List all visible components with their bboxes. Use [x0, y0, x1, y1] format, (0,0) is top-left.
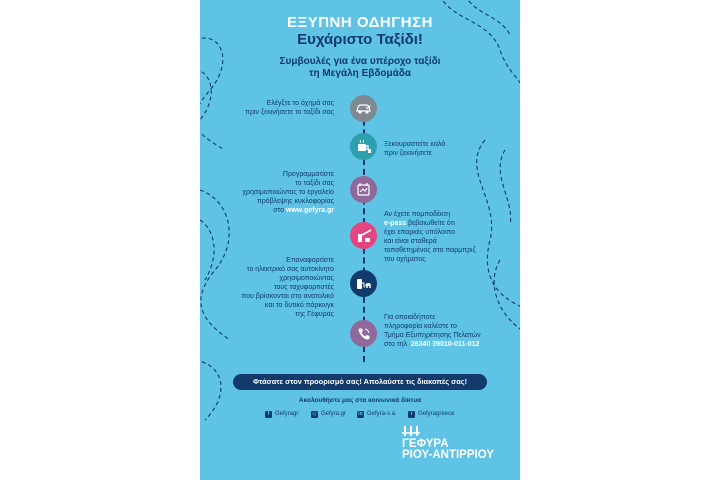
social-instagram[interactable]: ◎ Gefyra.gr [312, 410, 347, 417]
follow-text: Ακολουθήστε μας στα κοινωνικά δίκτυα [298, 397, 422, 404]
social-facebook[interactable]: f Gefyragr [265, 409, 298, 419]
ev-charging-icon [350, 270, 377, 297]
epass-toll-icon [350, 222, 377, 249]
facebook-icon: f [265, 411, 272, 418]
tip-plan-trip: Προγραμματίστε το ταξίδι σας χρησιμοποιώντας το εργαλείο πρόβλεψης κυκλοφορίας στο www.gefyra.gr [242, 171, 334, 214]
phone-number[interactable]: 26340 39010-011-012 [410, 341, 480, 348]
destination-banner: Φτάσατε στον προορισμό σας! Απολαύστε τις διακοπές σας! [233, 374, 487, 390]
twitter-icon: t [408, 411, 415, 418]
social-linkedin[interactable]: in Gefyra-s.a. [358, 410, 397, 417]
route-planner-icon [350, 176, 377, 203]
tip-epass: Αν έχετε πομποδέκτη e-pass βεβαιωθείτε ότι έχει επαρκές υπόλοιπο και είναι σταθερά τοποθετημένος στο παρμπριζ του οχήματος [384, 211, 476, 263]
tip-check-vehicle: Ελέγξτε το όχημά σας πριν ξεκινήσετε το ταξίδι σας [245, 100, 334, 116]
linkedin-icon: in [358, 410, 363, 417]
bridge-logo-icon [402, 426, 420, 436]
tip-rest: Ξεκουραστείτε καλά πριν ξεκινήσετε [384, 141, 446, 157]
tagline: Συμβουλές για ένα υπέροχο ταξίδι τη Μεγάλη Εβδομάδα [279, 56, 441, 79]
tip-ev-charging: Επαναφορτίστε το ηλεκτρικό σας αυτοκίνητο χρησιμοποιώντας τους ταχυφορτιστές που βρίσκονται στο ανατολικό και το δυτικό πάρκινγκ της Γέφυρας [241, 257, 334, 318]
social-twitter[interactable]: t Gefyragreece [408, 409, 454, 419]
title: ΕΞΥΠΝΗ ΟΔΗΓΗΣΗ [287, 14, 433, 31]
gefyra-website-link[interactable]: www.gefyra.gr [286, 207, 334, 214]
tip-customer-service: Για οποιαδήποτε πληροφορία καλέστε το Τμήμα Εξυπηρέτησης Πελατών στο τηλ. 26340 39010-011-012 [384, 314, 481, 348]
phone-support-icon [350, 320, 377, 347]
poster [200, 0, 520, 480]
gefyra-logo: ΓΕΦΥΡΑ ΡΙΟΥ-ΑΝΤΙΡΡΙΟΥ [402, 426, 494, 461]
instagram-icon: ◎ [312, 410, 317, 417]
car-check-icon [350, 95, 377, 122]
coffee-rest-icon [350, 133, 377, 160]
subtitle: Ευχάριστο Ταξίδι! [297, 31, 423, 48]
